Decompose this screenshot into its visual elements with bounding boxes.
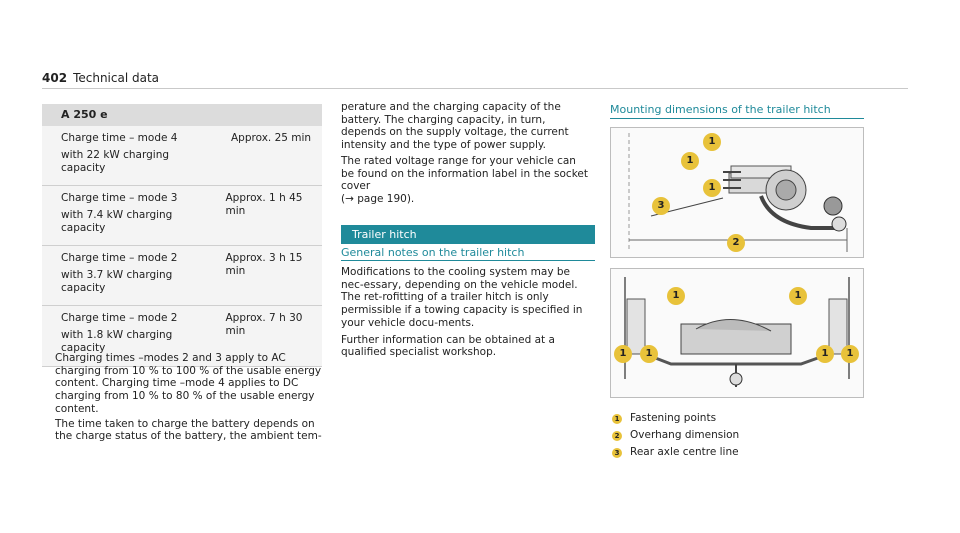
paragraph-text: The rated voltage range for your vehicle can be found on the information label in the socket cover [341,154,588,193]
callout-badge: 1 [667,287,685,305]
callout-badge: 1 [681,152,699,170]
trailer-hitch-top-drawing [611,269,863,397]
legend-item [612,410,739,427]
legend-text: Overhang dimension [630,429,740,441]
table-row [42,186,322,246]
legend-badge: 3 [612,448,622,458]
row-value: Approx. 25 min [231,132,312,144]
subsection-heading: General notes on the trailer hitch [341,246,525,259]
legend-item [612,444,739,461]
paragraph: Further information can be obtained at a qualified specialist workshop. [341,333,555,359]
row-sublabel: with 22 kW charging capacity [61,149,170,174]
callout-badge: 1 [841,345,859,363]
figure-heading-underline [610,118,864,119]
section-heading-bar: Trailer hitch [341,225,595,244]
paragraph: The time taken to charge the battery depends on the charge status of the battery, the ambient tem- [55,417,322,443]
paragraph: Modifications to the cooling system may be nec-essary, depending on the vehicle model. The ret-rofitting of a trailer hitch is only permissible if a towing capacity is specified in your vehicle docu-ments. [341,266,583,329]
row-label: Charge time – mode 4 [61,132,178,144]
callout-badge: 2 [727,234,745,252]
callout-badge: 1 [614,345,632,363]
table-title: A 250 e [42,104,322,126]
row-sublabel: with 7.4 kW charging capacity [61,209,173,234]
legend-badge: 2 [612,431,622,441]
row-label: Charge time – mode 2 [61,252,178,264]
paragraph: Charging times –modes 2 and 3 apply to AC charging from 10 % to 100 % of the usable energy content. Charging time –mode 4 applies to DC charging from 10 % to 80 % of the usable energy content. [55,352,322,415]
page-reference-link[interactable]: (→ page 190). [341,192,415,205]
charging-notes-continued [341,101,591,209]
legend-text: Fastening points [630,412,717,424]
table-row [42,246,322,306]
charging-time-table [42,104,322,367]
callout-badge: 3 [652,197,670,215]
callout-badge: 1 [816,345,834,363]
header-divider [42,88,908,89]
paragraph: perature and the charging capacity of the battery. The charging capacity, in turn, depends on the supply voltage, the current intensity and the type of power supply. [341,101,569,152]
table-row [42,126,322,186]
callout-badge: 1 [703,133,721,151]
trailer-hitch-notes [341,266,591,363]
callout-badge: 1 [703,179,721,197]
paragraph [341,155,591,206]
subsection-underline [341,260,595,261]
page-section-title: Technical data [73,71,160,85]
trailer-hitch-top-view-figure [610,268,864,398]
legend-item [612,427,739,444]
callout-badge: 1 [640,345,658,363]
legend-text: Rear axle centre line [630,446,739,458]
row-label: Charge time – mode 3 [61,192,178,204]
page-header [42,71,159,85]
row-value: Approx. 1 h 45 min [225,192,303,217]
row-value: Approx. 7 h 30 min [225,312,303,337]
legend-badge: 1 [612,414,622,424]
callout-badge: 1 [789,287,807,305]
trailer-hitch-side-view-figure [610,127,864,258]
row-sublabel: with 1.8 kW charging capacity [61,329,173,354]
figure-heading: Mounting dimensions of the trailer hitch [610,103,831,116]
charging-notes [55,352,325,445]
figure-legend [612,410,739,461]
row-label: Charge time – mode 2 [61,312,178,324]
row-value: Approx. 3 h 15 min [225,252,303,277]
row-sublabel: with 3.7 kW charging capacity [61,269,173,294]
page-number: 402 [42,71,68,85]
